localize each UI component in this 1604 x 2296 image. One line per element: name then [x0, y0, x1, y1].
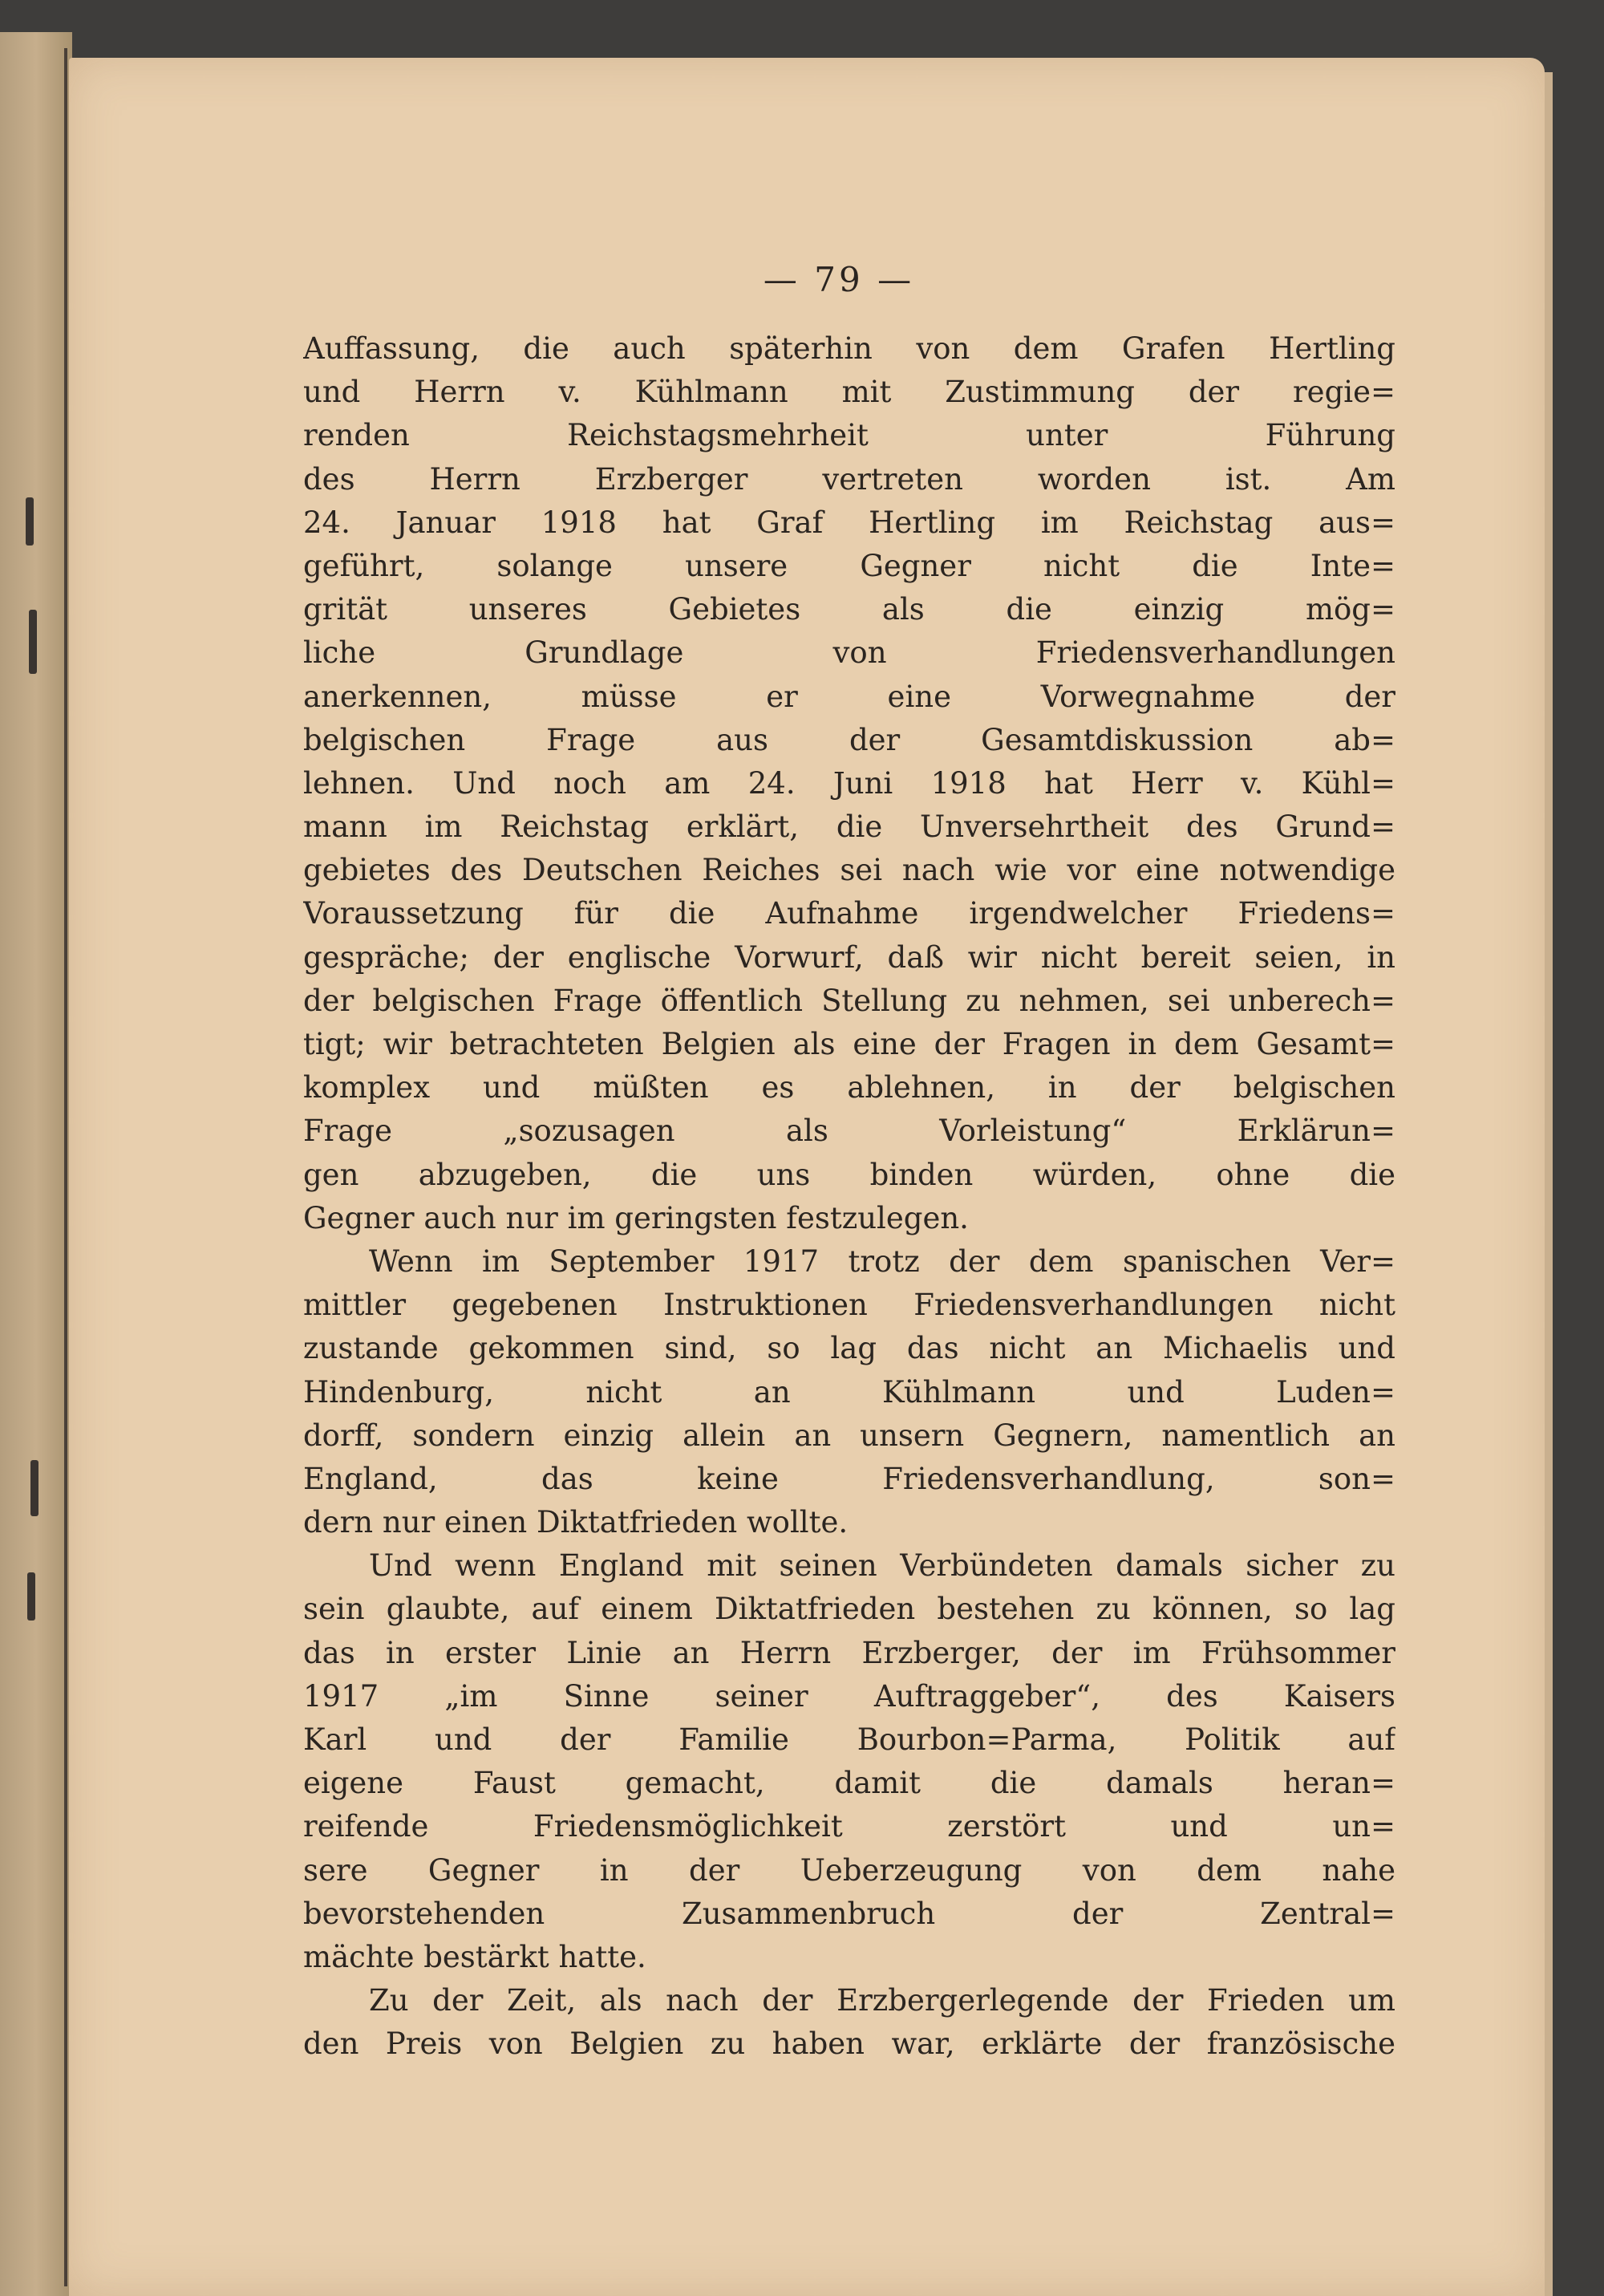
text-line: anerkennen, müsse er eine Vorwegnahme der [303, 679, 1395, 714]
text-line: eigene Faust gemacht, damit die damals heran= [303, 1766, 1395, 1801]
binding-hole [30, 1460, 38, 1516]
text-line: gespräche; der englische Vorwurf, daß wir nicht bereit seien, in [303, 939, 1395, 975]
text-line: reifende Friedensmöglichkeit zerstört und un= [303, 1809, 1395, 1844]
text-line: den Preis von Belgien zu haben war, erklärte der französische [303, 2026, 1395, 2062]
text-line: Gegner auch nur im geringsten festzulegen. [303, 1200, 969, 1235]
text-line: Zu der Zeit, als nach der Erzbergerlegende der Frieden um [369, 1983, 1395, 2018]
facing-page-edge [0, 32, 72, 2296]
page-edge [1545, 72, 1553, 2296]
text-line: Hindenburg, nicht an Kühlmann und Luden= [303, 1374, 1395, 1410]
text-line: England, das keine Friedensverhandlung, son= [303, 1461, 1395, 1496]
text-line: dorff, sondern einzig allein an unsern Gegnern, namentlich an [303, 1418, 1395, 1453]
text-line: 24. Januar 1918 hat Graf Hertling im Reichstag aus= [303, 505, 1395, 540]
text-line: Karl und der Familie Bourbon=Parma, Politik auf [303, 1722, 1395, 1757]
text-line: komplex und müßten es ablehnen, in der belgischen [303, 1070, 1395, 1105]
text-line: grität unseres Gebietes als die einzig mög= [303, 592, 1395, 627]
text-line: der belgischen Frage öffentlich Stellung zu nehmen, sei unberech= [303, 983, 1395, 1018]
text-line: das in erster Linie an Herrn Erzberger, der im Frühsommer [303, 1635, 1395, 1670]
text-line: mächte bestärkt hatte. [303, 1939, 646, 1974]
book-spine [64, 48, 67, 2286]
text-line: Frage „sozusagen als Vorleistung“ Erklärun= [303, 1114, 1395, 1149]
text-line: Wenn im September 1917 trotz der dem spanischen Ver= [369, 1243, 1395, 1279]
text-line: dern nur einen Diktatfrieden wollte. [303, 1505, 849, 1540]
book-page [69, 58, 1545, 2296]
text-line: tigt; wir betrachteten Belgien als eine der Fragen in dem Gesamt= [303, 1027, 1395, 1061]
text-line: gebietes des Deutschen Reiches sei nach wie vor eine notwendige [303, 853, 1395, 888]
text-line: gen abzugeben, die uns binden würden, ohne die [303, 1157, 1395, 1192]
text-line: zustande gekommen sind, so lag das nicht an Michaelis und [303, 1331, 1395, 1366]
text-line: belgischen Frage aus der Gesamtdiskussion ab= [303, 722, 1395, 757]
text-line: Auffassung, die auch späterhin von dem Grafen Hertling [303, 331, 1395, 366]
text-line: mann im Reichstag erklärt, die Unversehrtheit des Grund= [303, 809, 1395, 845]
text-line: Voraussetzung für die Aufnahme irgendwelcher Friedens= [303, 896, 1395, 931]
text-line: bevorstehenden Zusammenbruch der Zentral= [303, 1896, 1395, 1931]
text-line: sere Gegner in der Ueberzeugung von dem nahe [303, 1852, 1395, 1888]
binding-hole [26, 497, 34, 546]
binding-hole [29, 610, 37, 674]
text-line: sein glaubte, auf einem Diktatfrieden bestehen zu können, so lag [303, 1592, 1395, 1627]
text-line: geführt, solange unsere Gegner nicht die Inte= [303, 548, 1395, 583]
page-number: — 79 — [763, 260, 915, 299]
body-text [303, 327, 1395, 2067]
text-line: renden Reichstagsmehrheit unter Führung [303, 418, 1395, 453]
text-line: 1917 „im Sinne seiner Auftraggeber“, des Kaisers [303, 1678, 1395, 1714]
binding-hole [27, 1572, 35, 1621]
text-line: und Herrn v. Kühlmann mit Zustimmung der regie= [303, 375, 1395, 410]
text-line: Und wenn England mit seinen Verbündeten damals sicher zu [369, 1548, 1395, 1584]
text-line: liche Grundlage von Friedensverhandlungen [303, 635, 1395, 671]
text-line: mittler gegebenen Instruktionen Friedensverhandlungen nicht [303, 1288, 1395, 1323]
text-line: lehnen. Und noch am 24. Juni 1918 hat Herr v. Kühl= [303, 765, 1395, 801]
text-line: des Herrn Erzberger vertreten worden ist. Am [303, 461, 1395, 497]
